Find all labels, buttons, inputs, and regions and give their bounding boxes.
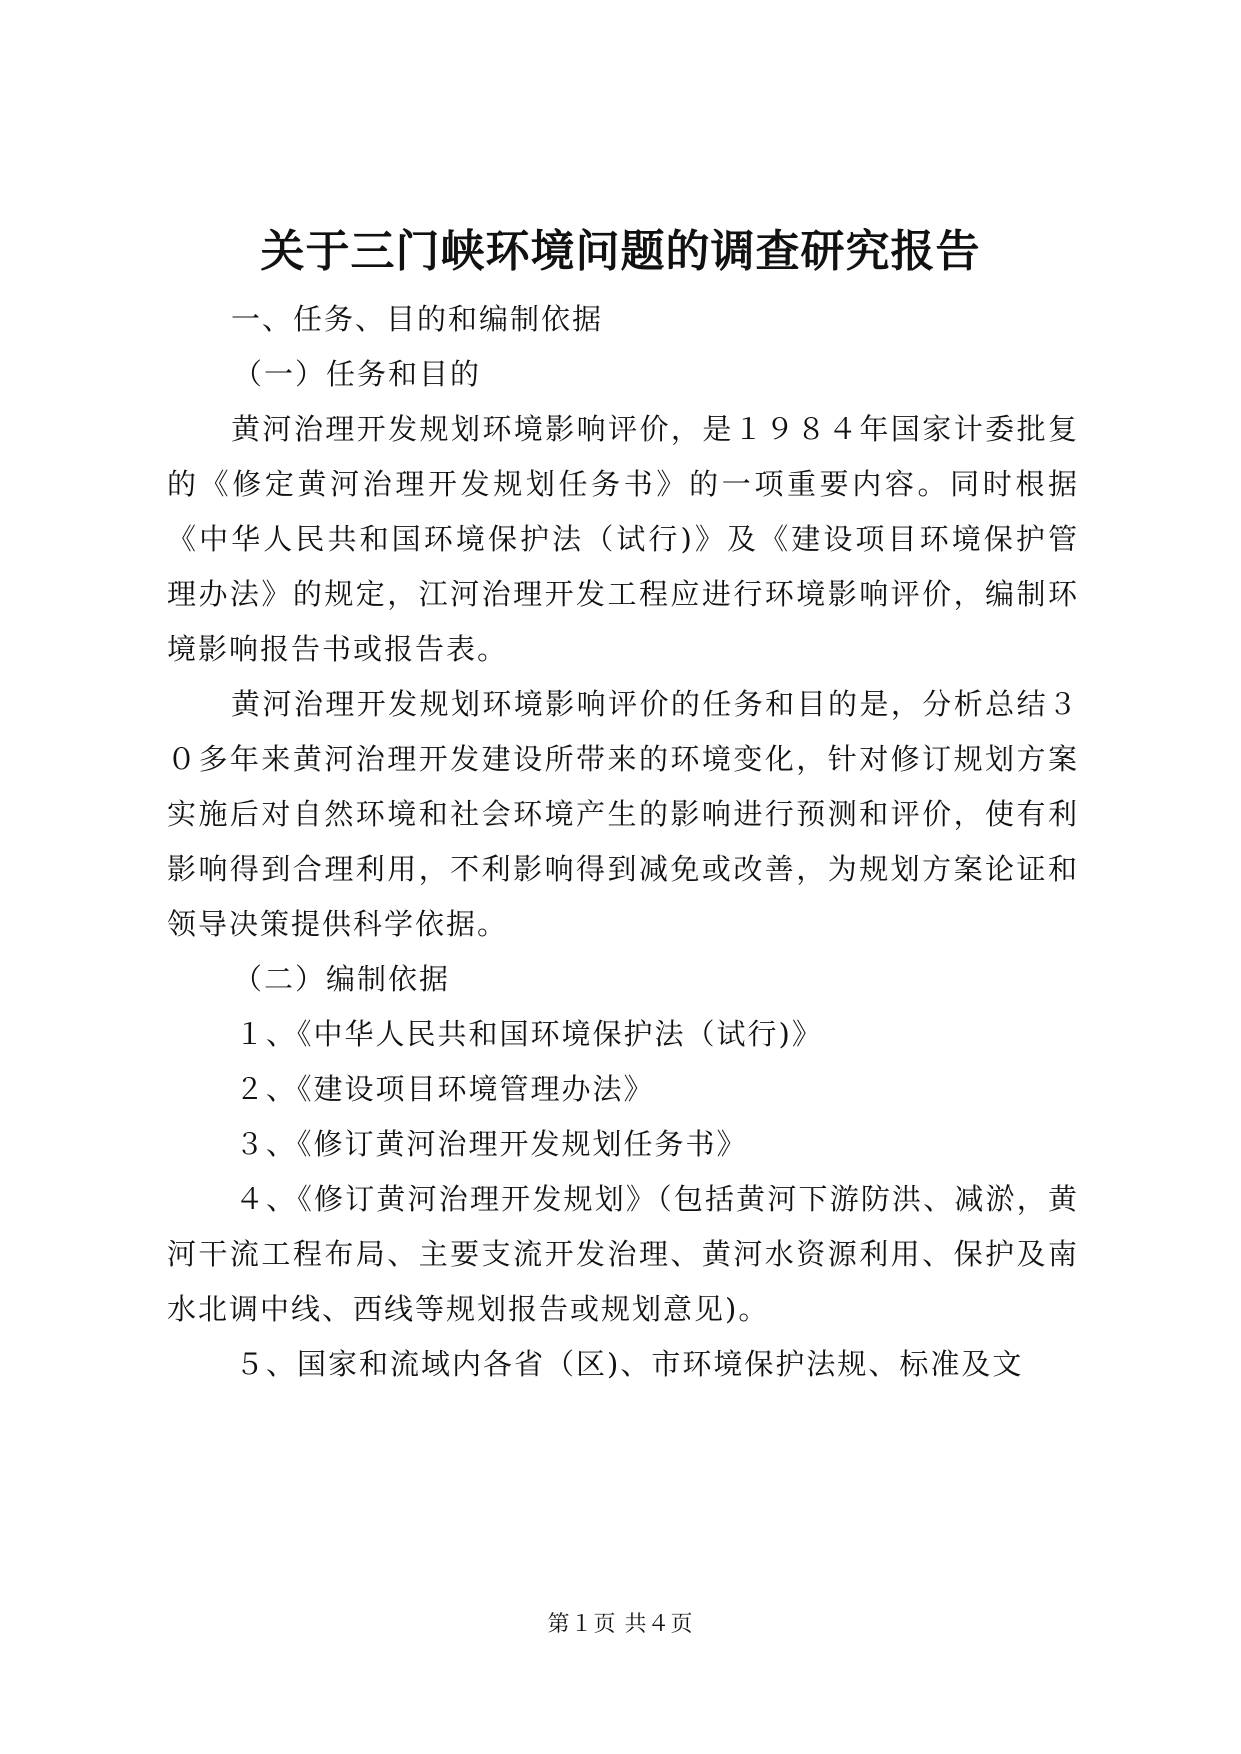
basis-list-item: ３、《修订黄河治理开发规划任务书》 — [235, 1127, 748, 1161]
section-heading: 一、任务、目的和编制依据 — [231, 302, 604, 336]
paragraph-objectives: 黄河治理开发规划环境影响评价的任务和目的是，分析总结３０多年来黄河治理开发建设所带来的环境变化，针对修订规划方案实施后对自然环境和社会环境产生的影响进行预测和评价，使有利影响得到合理利用，不利影响得到减免或改善，为规划方案论证和领导决策提供科学依据。 — [167, 687, 1079, 941]
basis-list-item: １、《中华人民共和国环境保护法（试行)》 — [235, 1017, 823, 1051]
basis-list-item: ４、《修订黄河治理开发规划》（包括黄河下游防洪、减淤，黄河干流工程布局、主要支流开发治理、黄河水资源利用、保护及南水北调中线、西线等规划报告或规划意见)。 — [167, 1182, 1079, 1326]
document-title: 关于三门峡环境问题的调查研究报告 — [260, 226, 981, 277]
page-footer: 第１页 共４页 — [547, 1612, 694, 1637]
document-body — [167, 292, 1079, 1392]
subsection-heading-basis: （二）编制依据 — [233, 962, 451, 996]
subsection-heading-tasks: （一）任务和目的 — [233, 357, 482, 391]
paragraph-background: 黄河治理开发规划环境影响评价，是１９８４年国家计委批复的《修定黄河治理开发规划任务书》的一项重要内容。同时根据《中华人民共和国环境保护法（试行)》及《建设项目环境保护管理办法》的规定，江河治理开发工程应进行环境影响评价，编制环境影响报告书或报告表。 — [167, 412, 1079, 666]
basis-list-item: ５、国家和流域内各省（区)、市环境保护法规、标准及文 — [235, 1347, 1024, 1381]
basis-list-item: ２、《建设项目环境管理办法》 — [235, 1072, 655, 1106]
